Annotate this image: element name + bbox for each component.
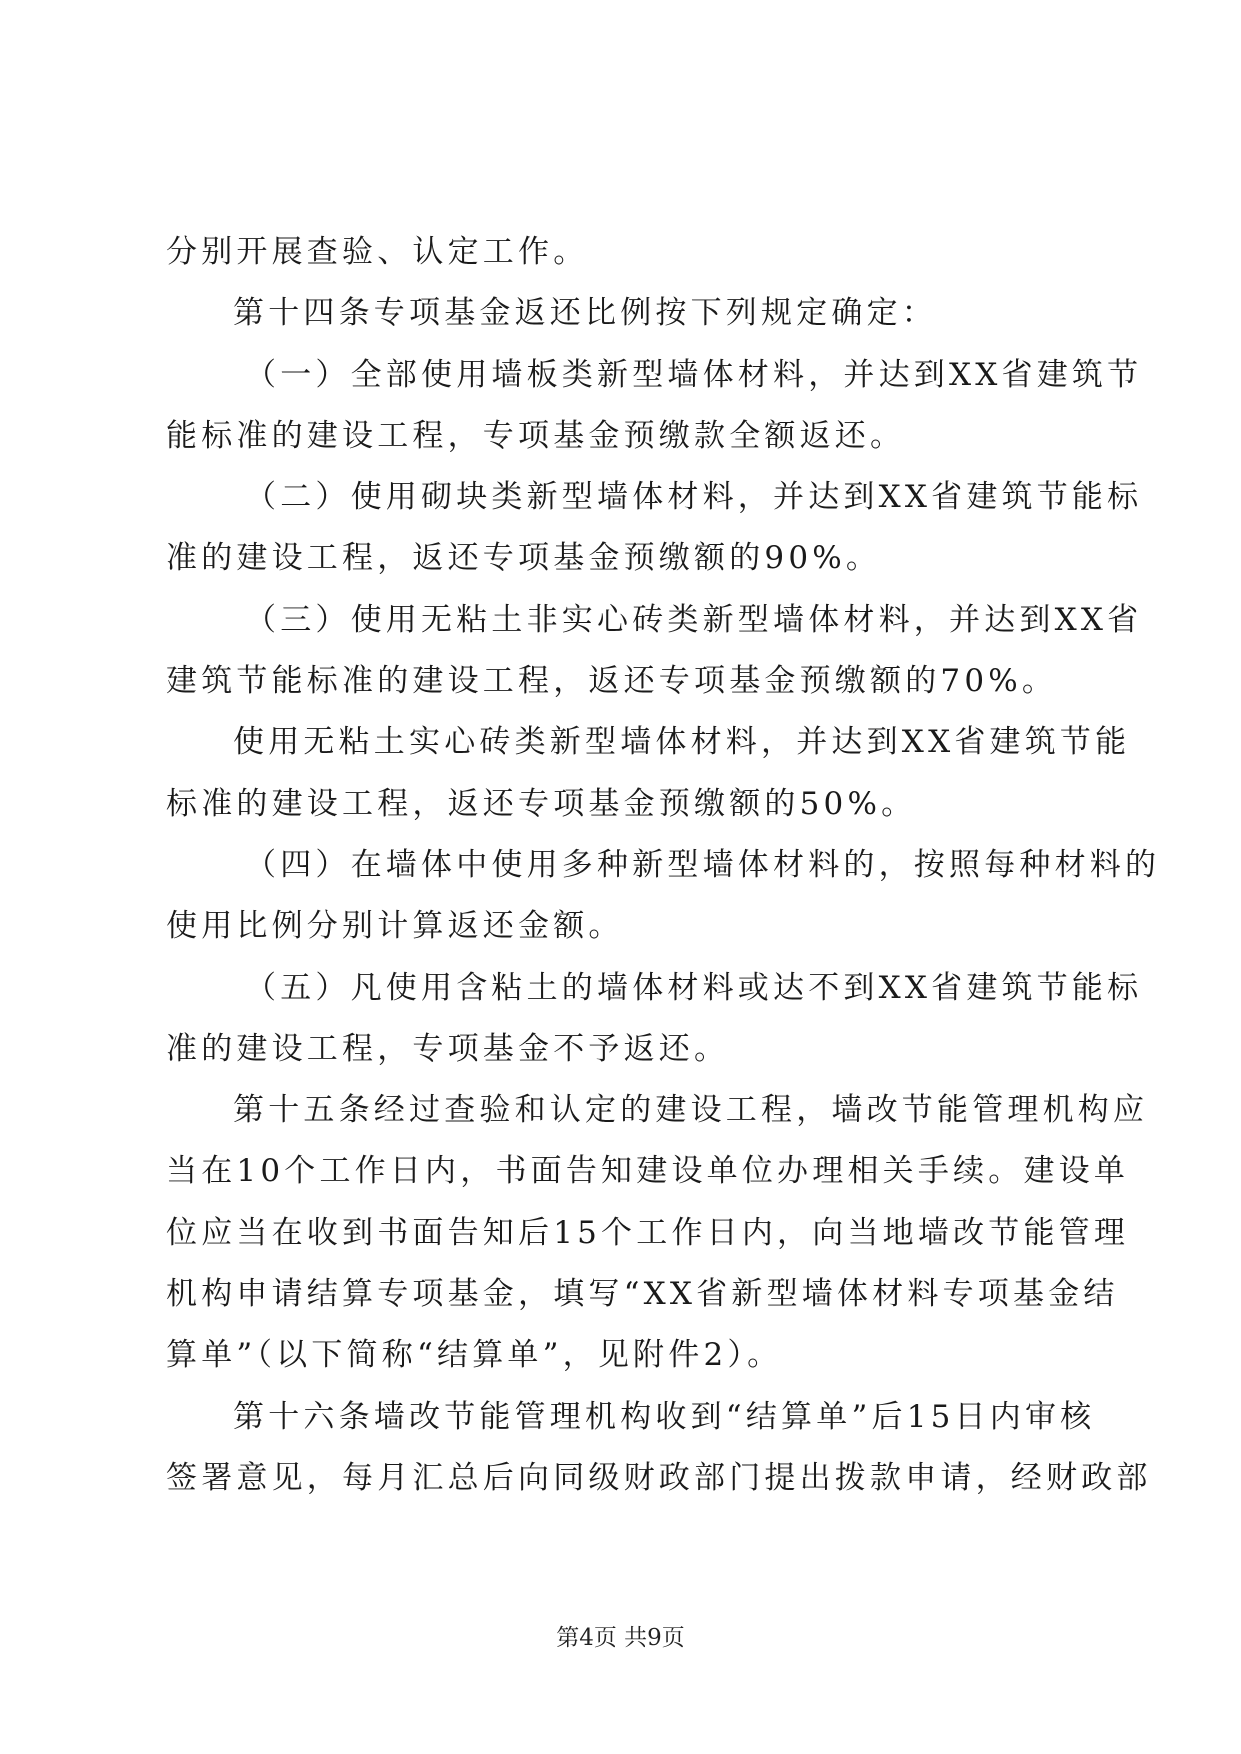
text-line: （三）使用无粘土非实心砖类新型墙体材料，并达到XX省	[245, 601, 1143, 638]
text-line: 使用比例分别计算返还金额。	[166, 908, 624, 945]
text-line: 准的建设工程，专项基金不予返还。	[166, 1030, 730, 1067]
text-line: 位应当在收到书面告知后15个工作日内，向当地墙改节能管理	[166, 1214, 1130, 1251]
text-line: 第十五条经过查验和认定的建设工程，墙改节能管理机构应	[233, 1092, 1149, 1129]
text-line: 标准的建设工程，返还专项基金预缴额的50%。	[166, 785, 917, 822]
text-line: 算单”（以下简称“结算单”，见附件2）。	[166, 1337, 783, 1374]
text-line: 分别开展查验、认定工作。	[166, 234, 589, 270]
text-line: 机构申请结算专项基金，填写“XX省新型墙体材料专项基金结	[166, 1276, 1119, 1313]
text-line: 第十六条墙改节能管理机构收到“结算单”后15日内审核	[233, 1398, 1096, 1435]
text-line: （四）在墙体中使用多种新型墙体材料的，按照每种材料的	[245, 846, 1161, 883]
text-line: 第十四条专项基金返还比例按下列规定确定：	[233, 295, 937, 332]
text-line: （二）使用砌块类新型墙体材料，并达到XX省建筑节能标	[245, 479, 1143, 516]
text-line: （一）全部使用墙板类新型墙体材料，并达到XX省建筑节	[245, 356, 1143, 393]
text-line: 能标准的建设工程，专项基金预缴款全额返还。	[166, 417, 906, 454]
text-line: （五）凡使用含粘土的墙体材料或达不到XX省建筑节能标	[245, 969, 1143, 1006]
text-line: 当在10个工作日内，书面告知建设单位办理相关手续。建设单	[166, 1153, 1130, 1190]
text-line: 使用无粘土实心砖类新型墙体材料，并达到XX省建筑节能	[233, 724, 1131, 761]
text-line: 准的建设工程，返还专项基金预缴额的90%。	[166, 540, 882, 577]
document-body	[166, 222, 1161, 1509]
text-line: 签署意见，每月汇总后向同级财政部门提出拨款申请，经财政部	[166, 1459, 1152, 1496]
page-number-footer: 第4页 共9页	[556, 1625, 685, 1651]
text-line: 建筑节能标准的建设工程，返还专项基金预缴额的70%。	[166, 663, 1058, 700]
